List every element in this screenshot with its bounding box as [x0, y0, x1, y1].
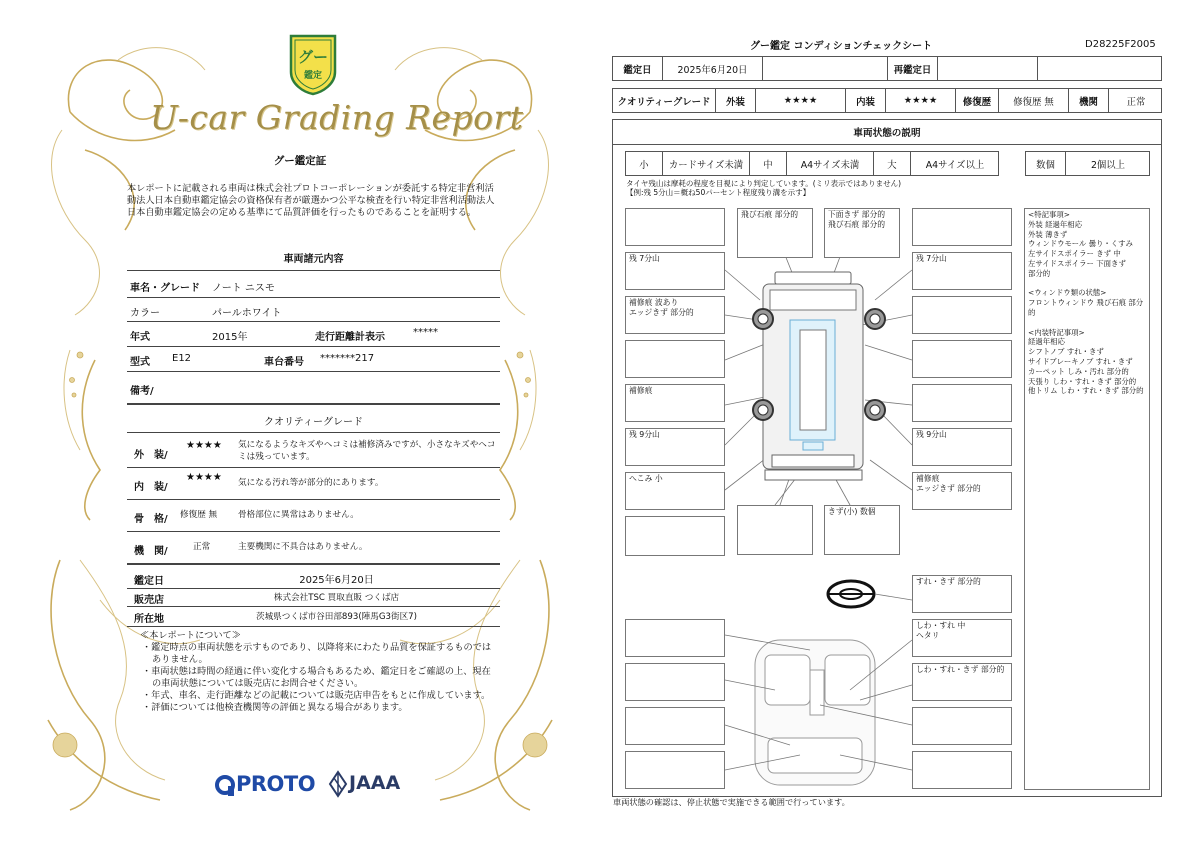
color-label: カラー	[130, 308, 160, 319]
interior-label: 内装	[846, 89, 886, 112]
engine-text: 主要機関に不具合はありません。	[238, 542, 368, 552]
condition-box	[625, 663, 725, 701]
interior-text: 気になる汚れ等が部分的にあります。	[238, 478, 384, 488]
exterior-label: 外 装/	[134, 450, 168, 461]
divider	[127, 346, 500, 347]
divider	[127, 563, 500, 565]
condition-box	[625, 340, 725, 378]
reappraisal-date-label: 再鑑定日	[888, 57, 938, 80]
condition-box	[912, 751, 1012, 789]
divider	[127, 588, 500, 589]
condition-box-left-low: へこみ 小	[625, 472, 725, 510]
notes-title: ≪本レポートについて≫	[140, 630, 241, 641]
condition-box	[625, 208, 725, 246]
condition-box	[625, 516, 725, 556]
condition-box	[912, 208, 1012, 246]
sheet-footer-note: 車両状態の確認は、停止状態で実施できる範囲で行っています。	[613, 797, 850, 807]
address-value: 茨城県つくば市谷田部893(陣馬G3街区7)	[255, 612, 418, 622]
note-item: ・車両状態は時間の経過に伴い変化する場合もあるため、鑑定日をご確認の上、現在の車両状態については販売店にお問合せください。	[142, 666, 491, 689]
condition-check-sheet	[600, 0, 1200, 848]
size-large: 大	[874, 152, 911, 175]
remarks-label: 備考/	[130, 386, 154, 397]
interior-stars: ★★★★	[186, 472, 222, 483]
section-title: 車両状態の説明	[613, 120, 1161, 145]
divider	[127, 403, 500, 405]
divider	[127, 606, 500, 607]
count-desc: 2個以上	[1090, 159, 1126, 171]
divider	[127, 297, 500, 298]
mileage-label: 走行距離計表示	[315, 332, 385, 343]
condition-box-right-rear-tire: 残 9分山	[912, 428, 1012, 466]
shop-label: 販売店	[134, 595, 164, 606]
report-notes	[140, 630, 495, 714]
shop-value: 株式会社TSC 買取直販 つくば店	[273, 593, 400, 603]
model-value: E12	[172, 353, 192, 364]
appraisal-date-value: 2025年6月20日	[299, 575, 374, 586]
divider	[127, 499, 500, 500]
size-large-desc: A4サイズ以上	[925, 159, 985, 171]
certificate-title: グー鑑定証	[273, 155, 327, 167]
condition-box	[912, 296, 1012, 334]
date-label: 鑑定日	[613, 57, 663, 80]
svg-text:鑑定: 鑑定	[303, 71, 323, 81]
divider	[127, 432, 500, 433]
condition-box-left-mid: 補修痕 波あり エッジきず 部分的	[625, 296, 725, 334]
size-medium-desc: A4サイズ未満	[787, 152, 874, 175]
document-id: D28225F2005	[1085, 39, 1156, 50]
chassis-label: 車台番号	[264, 357, 304, 368]
exterior-stars: ★★★★	[756, 89, 846, 112]
condition-box	[912, 707, 1012, 745]
size-small: 小	[626, 152, 663, 175]
condition-box-top-mid2: 下面きず 部分的 飛び石痕 部分的	[824, 208, 900, 258]
condition-box	[912, 384, 1012, 422]
steering-wheel-icon	[828, 581, 874, 607]
divider	[127, 626, 500, 627]
frame-status: 修復歴 無	[180, 510, 218, 520]
repair-history-value: 修復歴 無	[999, 89, 1069, 112]
condition-box	[737, 505, 813, 555]
note-item: ・評価については他検査機関等の評価と異なる場合があります。	[142, 702, 408, 713]
jaaa-logo-text: JAAA	[349, 772, 401, 794]
report-script-title: U-car Grading Report	[150, 98, 524, 137]
divider	[127, 270, 500, 271]
condition-box	[625, 751, 725, 789]
color-value: パールホワイト	[212, 308, 282, 319]
exterior-label: 外装	[716, 89, 756, 112]
address-label: 所在地	[134, 614, 164, 625]
divider	[127, 321, 500, 322]
year-label: 年式	[130, 332, 150, 343]
exterior-stars: ★★★★	[186, 440, 222, 451]
condition-box-right-front-tire: 残 7分山	[912, 252, 1012, 290]
tire-note-example: 【例:残 5分山＝概ね50パーセント程度残り溝を示す】	[626, 188, 811, 197]
note-item: ・年式、車名、走行距離などの記載については販売店申告をもとに作成しています。	[142, 690, 491, 701]
spec-section-title: 車両諸元内容	[283, 254, 344, 265]
condition-box-bottom-mid: きず(小) 数個	[824, 505, 900, 555]
special-notes-box: <特記事項> 外装 経過年相応 外装 薄きず ウィンドウモール 曇り・くすみ 左サイドスポイラー きず 中 左サイドスポイラー 下面きず 部分的 <ウィンドウ類の状態> フロントウィンドウ 飛び石痕 部分的 <内装特記事項> 経過年相応 シフトノブ すれ・きず サイドブレーキノブ すれ・きず カーペット しみ・汚れ 部分的 天張り しわ・すれ・きず 部分的 他トリム しわ・すれ・きず 部分的	[1024, 208, 1150, 790]
condition-box-top-mid1: 飛び石痕 部分的	[737, 208, 813, 258]
condition-box-steering: すれ・きず 部分的	[912, 575, 1012, 613]
condition-box-left-rear-tire: 残 9分山	[625, 428, 725, 466]
frame-label: 骨 格/	[134, 514, 168, 525]
divider	[127, 531, 500, 532]
svg-text:グー: グー	[297, 48, 329, 66]
model-label: 型式	[130, 357, 150, 368]
size-medium: 中	[750, 152, 787, 175]
condition-box-left-front-tire: 残 7分山	[625, 252, 725, 290]
divider	[127, 371, 500, 372]
date-value: 2025年6月20日	[663, 57, 763, 80]
engine-value: 正常	[1126, 96, 1146, 108]
certificate-text: 本レポートに記載される車両は株式会社プロトコーポレーションが委託する特定非営利活動法人日本自動車鑑定協会の資格保有者が厳選かつ公平な検査を行い特定非営利活動法人日本自動車鑑定協会の定める基準にて品質評価を行ったものであることを証明する。	[127, 183, 495, 218]
car-name-label: 車名・グレード	[130, 283, 200, 294]
car-name-value: ノート ニスモ	[212, 283, 275, 294]
jaaa-logo-icon	[328, 770, 348, 798]
interior-stars: ★★★★	[886, 89, 956, 112]
divider	[127, 467, 500, 468]
goo-kantei-badge-icon	[285, 30, 341, 96]
condition-box-interior2: しわ・すれ・きず 部分的	[912, 663, 1012, 701]
year-value: 2015年	[212, 332, 248, 343]
condition-box	[912, 340, 1012, 378]
engine-status: 正常	[193, 542, 211, 552]
interior-label: 内 装/	[134, 482, 168, 493]
sheet-title: グー鑑定 コンディションチェックシート	[750, 41, 933, 52]
mileage-value: *****	[413, 327, 438, 338]
note-item: ・鑑定時点の車両状態を示すものであり、以降将来にわたり品質を保証するものではありません。	[142, 642, 492, 665]
condition-box	[625, 707, 725, 745]
tire-note: タイヤ残山は摩耗の程度を目視により判定しています。(ミリ表示ではありません)	[626, 179, 902, 188]
engine-label: 機関	[1069, 89, 1109, 112]
condition-box	[625, 619, 725, 657]
condition-box-left-mid2: 補修痕	[625, 384, 725, 422]
chassis-value: *******217	[320, 353, 375, 364]
size-small-desc: カードサイズ未満	[663, 152, 750, 175]
count-label: 数個	[1026, 152, 1066, 175]
quality-grade-label: クオリティーグレード	[613, 89, 716, 112]
condition-box-interior1: しわ・すれ 中 ヘタリ	[912, 619, 1012, 657]
engine-label: 機 関/	[134, 546, 168, 557]
quality-section-title: クオリティーグレード	[264, 417, 363, 428]
condition-box-right-low: 補修痕 エッジきず 部分的	[912, 472, 1012, 510]
proto-logo-text: PROTO	[236, 772, 316, 796]
frame-text: 骨格部位に異常はありません。	[238, 510, 359, 520]
appraisal-date-label: 鑑定日	[134, 576, 164, 587]
repair-history-label: 修復歴	[956, 89, 999, 112]
exterior-text: 気になるようなキズやヘコミは補修済みですが、小さなキズやヘコミは残っています。	[238, 440, 496, 462]
proto-logo-icon	[215, 775, 235, 797]
